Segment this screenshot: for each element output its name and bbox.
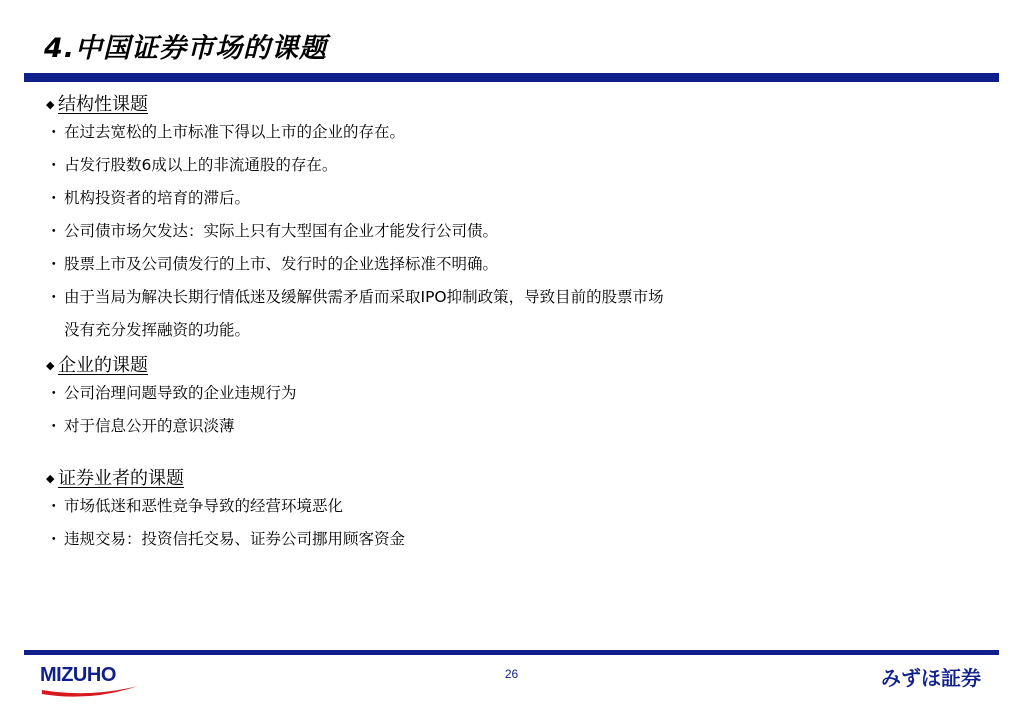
dot-bullet-icon: ・ xyxy=(46,288,62,306)
bullet-item xyxy=(46,254,946,274)
diamond-bullet-icon: ◆ xyxy=(46,98,55,111)
bullet-text: 占发行股数6成以上的非流通股的存在。 xyxy=(64,156,338,174)
dot-bullet-icon: ・ xyxy=(46,156,62,174)
bullet-text: 市场低迷和恶性竞争导致的经营环境恶化 xyxy=(64,497,344,515)
bullet-item xyxy=(46,383,946,403)
bullet-text: 在过去宽松的上市标准下得以上市的企业的存在。 xyxy=(64,123,406,141)
dot-bullet-icon: ・ xyxy=(46,189,62,207)
section-heading xyxy=(46,353,946,379)
bullet-item xyxy=(46,496,946,516)
bullet-text: 公司债市场欠发达：实际上只有大型国有企业才能发行公司债。 xyxy=(64,222,499,240)
mizuho-logo-wordmark: MIZUHO xyxy=(40,664,116,686)
bullet-text: 公司治理问题导致的企业违规行为 xyxy=(64,384,297,402)
section-heading-text: 证券业者的课题 xyxy=(58,468,184,489)
dot-bullet-icon: ・ xyxy=(46,417,62,435)
slide-content xyxy=(46,92,946,562)
bullet-text: 违规交易：投资信托交易、证券公司挪用顾客资金 xyxy=(64,530,406,548)
bullet-text: 对于信息公开的意识淡薄 xyxy=(64,417,235,435)
section-heading xyxy=(46,92,946,118)
section-heading xyxy=(46,466,946,492)
dot-bullet-icon: ・ xyxy=(46,384,62,402)
dot-bullet-icon: ・ xyxy=(46,255,62,273)
bullet-item xyxy=(46,221,946,241)
dot-bullet-icon: ・ xyxy=(46,530,62,548)
page-number: 26 xyxy=(504,667,519,681)
section-structural xyxy=(46,92,946,340)
logo-swoosh-icon xyxy=(40,684,140,700)
section-heading-text: 结构性课题 xyxy=(58,94,148,115)
section-heading-text: 企业的课题 xyxy=(58,355,148,376)
bullet-item xyxy=(46,416,946,436)
page-title: 4.中国证券市场的课题 xyxy=(44,33,328,64)
bullet-item xyxy=(46,529,946,549)
title-divider xyxy=(24,73,999,82)
bullet-text: 机构投资者的培育的滞后。 xyxy=(64,189,251,207)
section-securities-firms xyxy=(46,466,946,549)
dot-bullet-icon: ・ xyxy=(46,123,62,141)
bullet-text-continuation: 没有充分发挥融资的功能。 xyxy=(64,321,251,339)
dot-bullet-icon: ・ xyxy=(46,222,62,240)
bullet-item xyxy=(46,287,946,340)
diamond-bullet-icon: ◆ xyxy=(46,359,55,372)
bullet-item xyxy=(46,122,946,142)
bullet-text: 由于当局为解决长期行情低迷及缓解供需矛盾而采取IPO抑制政策，导致目前的股票市场 xyxy=(64,288,664,306)
dot-bullet-icon: ・ xyxy=(46,497,62,515)
bullet-text: 股票上市及公司债发行的上市、发行时的企业选择标准不明确。 xyxy=(64,255,499,273)
bullet-item xyxy=(46,188,946,208)
mizuho-securities-logo: みずほ証券 xyxy=(881,666,981,690)
diamond-bullet-icon: ◆ xyxy=(46,472,55,485)
footer-divider xyxy=(24,650,999,655)
section-enterprise xyxy=(46,353,946,436)
bullet-item xyxy=(46,155,946,175)
